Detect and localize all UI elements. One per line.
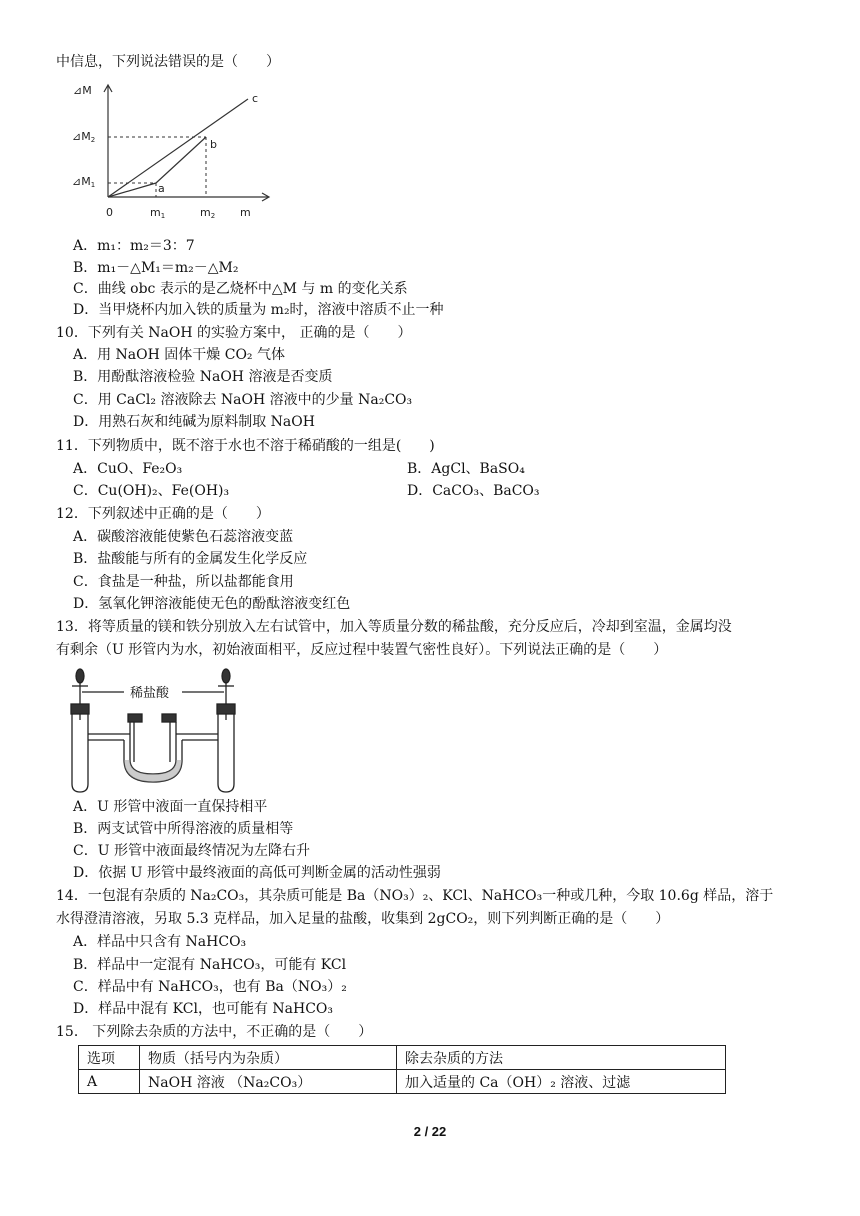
table-header-row [79,1046,726,1070]
question-11-stem: 11．下列物质中，既不溶于水也不溶于稀硝酸的一组是( ) [56,438,435,454]
point-c-label: c [252,92,259,105]
table-cell-option: A [79,1070,140,1094]
u-tube-left-stopper [128,714,142,722]
q10-option-a: A．用 NaOH 固体干燥 CO₂ 气体 [73,347,285,363]
q12-option-a: A．碳酸溶液能使紫色石蕊溶液变蓝 [73,529,294,545]
origin-label: 0 [106,206,113,219]
left-dropper-bulb [76,669,84,683]
u-tube-inner [130,722,176,774]
y-axis-label: ⊿M [73,84,92,97]
q14-option-b: B．样品中一定混有 NaHCO₃，可能有 KCl [73,957,347,973]
point-a-label: a [158,182,165,195]
question-14-stem-line2: 水得澄清溶液，另取 5.3 克样品，加入足量的盐酸，收集到 2gCO₂，则下列判断正确的是（ ） [56,911,670,927]
point-b-label: b [210,138,217,151]
u-tube-water [124,760,182,782]
table-cell-substance: NaOH 溶液 （Na₂CO₃） [140,1070,397,1094]
question-15-stem: 15． 下列除去杂质的方法中，不正确的是（ ） [56,1024,373,1040]
line-oc [108,99,248,197]
q9-option-c: C．曲线 obc 表示的是乙烧杯中△M 与 m 的变化关系 [73,281,408,297]
question-9-lead: 中信息，下列说法错误的是（ ） [56,54,280,70]
question-10-stem: 10．下列有关 NaOH 的实验方案中， 正确的是（ ） [56,325,412,341]
q13-option-b: B．两支试管中所得溶液的质量相等 [73,821,294,837]
q10-option-b: B．用酚酞溶液检验 NaOH 溶液是否变质 [73,369,333,385]
q14-option-d: D．样品中混有 KCl，也可能有 NaHCO₃ [73,1001,334,1017]
q13-option-a: A．U 形管中液面一直保持相平 [73,799,268,815]
right-stopper [217,704,235,714]
x-tick-m1: m1 [150,206,166,220]
table-cell-method: 加入适量的 Ca（OH）₂ 溶液、过滤 [397,1070,726,1094]
q10-option-c: C．用 CaCl₂ 溶液除去 NaOH 溶液中的少量 Na₂CO₃ [73,392,413,408]
impurity-removal-table [78,1045,726,1094]
left-stopper [71,704,89,714]
line-oa [108,183,156,197]
q13-option-d: D．依据 U 形管中最终液面的高低可判断金属的活动性强弱 [73,865,441,881]
question-13-stem-line1: 13．将等质量的镁和铁分别放入左右试管中，加入等质量分数的稀盐酸，充分反应后，冷却到室温，金属均没 [56,619,732,635]
table-header-option: 选项 [79,1046,140,1070]
right-test-tube [218,708,234,792]
x-tick-m2: m2 [200,206,216,220]
q12-option-b: B．盐酸能与所有的金属发生化学反应 [73,551,308,567]
table-row [79,1070,726,1094]
q9-option-a: A．m₁：m₂＝3：7 [73,238,195,254]
q13-option-c: C．U 形管中液面最终情况为左降右升 [73,843,310,859]
y-tick-dm2: ⊿M2 [72,130,96,144]
q14-option-c: C．样品中有 NaHCO₃，也有 Ba（NO₃）₂ [73,979,347,995]
y-tick-dm1: ⊿M1 [72,175,96,189]
u-tube-apparatus [68,662,248,794]
question-13-stem-line2: 有剩余（U 形管内为水，初始液面相平，反应过程中装置气密性良好）。下列说法正确的是（ ） [56,642,668,658]
q11-option-a: A．CuO、Fe₂O₃ [73,461,183,477]
right-dropper-bulb [222,669,230,683]
q11-option-c: C．Cu(OH)₂、Fe(OH)₃ [73,483,230,499]
q9-option-d: D．当甲烧杯内加入铁的质量为 m₂时，溶液中溶质不止一种 [73,302,444,318]
page-number: 2 / 22 [413,1124,447,1139]
q11-option-b: B．AgCl、BaSO₄ [407,461,525,477]
question-12-stem: 12．下列叙述中正确的是（ ） [56,506,270,522]
line-ab [156,137,206,183]
mass-change-graph [68,80,278,232]
question-14-stem-line1: 14．一包混有杂质的 Na₂CO₃，其杂质可能是 Ba（NO₃）₂、KCl、NaHCO₃一种或几种，今取 10.6g 样品，溶于 [56,888,774,904]
x-axis-label: m [240,206,251,219]
q12-option-c: C．食盐是一种盐，所以盐都能食用 [73,574,294,590]
dilute-hcl-label: 稀盐酸 [130,686,170,701]
table-header-method: 除去杂质的方法 [397,1046,726,1070]
q14-option-a: A．样品中只含有 NaHCO₃ [73,934,247,950]
q11-option-d: D．CaCO₃、BaCO₃ [407,483,540,499]
q9-option-b: B．m₁－△M₁＝m₂－△M₂ [73,260,239,276]
q10-option-d: D．用熟石灰和纯碱为原料制取 NaOH [73,414,315,430]
q12-option-d: D．氢氧化钾溶液能使无色的酚酞溶液变红色 [73,596,351,612]
u-tube-right-stopper [162,714,176,722]
left-test-tube [72,708,88,792]
table-header-substance: 物质（括号内为杂质） [140,1046,397,1070]
